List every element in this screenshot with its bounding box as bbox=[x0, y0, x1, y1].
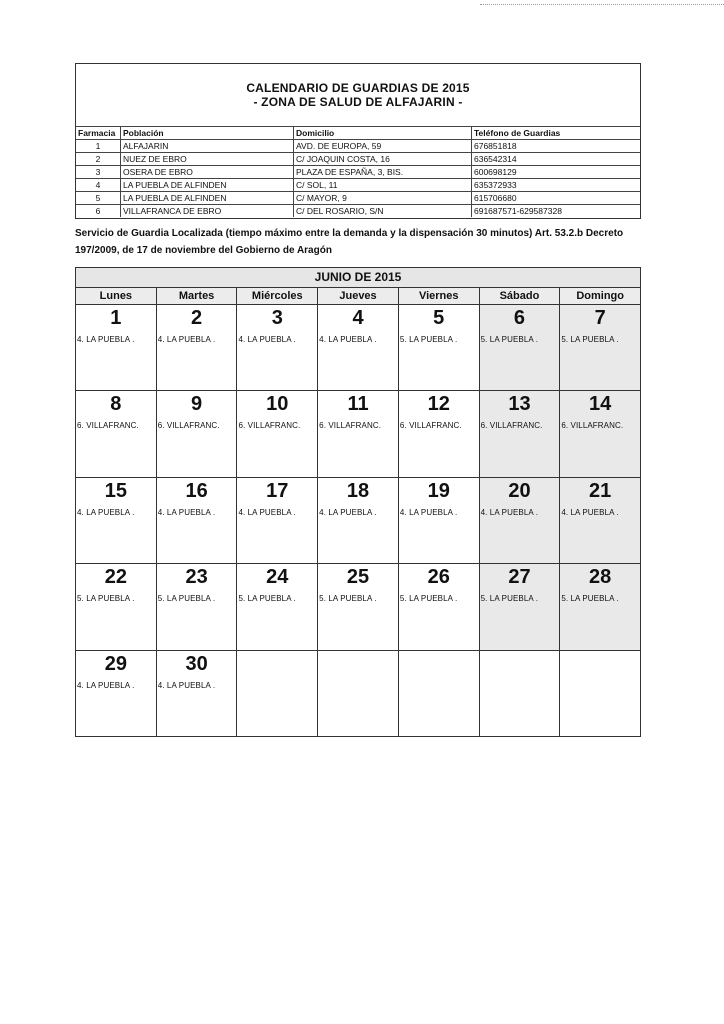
pharmacy-phone: 615706680 bbox=[472, 192, 641, 205]
day-number: 6 bbox=[513, 307, 526, 329]
document-subtitle: - ZONA DE SALUD DE ALFAJARIN - bbox=[253, 95, 463, 109]
duty-pharmacy: 5. LA PUEBLA . bbox=[399, 594, 458, 604]
weekday-label: Lunes bbox=[76, 288, 156, 304]
calendar-day-cell bbox=[156, 651, 237, 736]
pharmacy-number: 1 bbox=[76, 140, 121, 153]
calendar-empty-cell bbox=[559, 651, 640, 736]
pharmacy-address: C/ MAYOR, 9 bbox=[294, 192, 472, 205]
calendar-empty-cell bbox=[398, 651, 479, 736]
duty-pharmacy: 5. LA PUEBLA . bbox=[77, 594, 135, 604]
calendar-empty-cell bbox=[317, 651, 398, 736]
calendar-day-cell bbox=[398, 391, 479, 476]
table-row bbox=[76, 205, 640, 218]
day-number: 11 bbox=[347, 393, 369, 416]
calendar-month-title: JUNIO DE 2015 bbox=[76, 268, 640, 288]
pharmacy-number: 5 bbox=[76, 192, 121, 205]
june-calendar bbox=[75, 267, 641, 737]
duty-pharmacy: 6. VILLAFRANC. bbox=[561, 421, 624, 431]
day-number: 29 bbox=[104, 652, 127, 675]
col-telefono: Teléfono de Guardias bbox=[472, 127, 641, 140]
duty-pharmacy: 5. LA PUEBLA . bbox=[480, 335, 539, 344]
duty-pharmacy: 4. LA PUEBLA . bbox=[319, 335, 377, 344]
duty-pharmacy: 4. LA PUEBLA . bbox=[77, 335, 135, 344]
weekday-label: Martes bbox=[156, 288, 237, 304]
weekday-label: Viernes bbox=[398, 288, 479, 304]
day-number: 20 bbox=[508, 479, 531, 502]
calendar-day-cell bbox=[156, 305, 237, 390]
pharmacy-number: 4 bbox=[76, 179, 121, 192]
calendar-week-row bbox=[76, 478, 640, 564]
calendar-day-cell bbox=[559, 305, 640, 390]
pharmacy-address: C/ JOAQUIN COSTA, 16 bbox=[294, 153, 472, 166]
day-number: 26 bbox=[427, 566, 450, 589]
pharmacy-phone: 635372933 bbox=[472, 179, 641, 192]
day-number: 7 bbox=[594, 307, 606, 329]
calendar-day-cell bbox=[317, 478, 398, 563]
calendar-day-cell bbox=[156, 391, 237, 476]
calendar-day-cell bbox=[76, 391, 156, 476]
calendar-day-cell bbox=[156, 564, 237, 649]
day-number: 10 bbox=[266, 393, 289, 416]
day-number: 2 bbox=[191, 307, 203, 329]
col-poblacion: Población bbox=[121, 127, 294, 140]
day-number: 1 bbox=[110, 307, 122, 329]
calendar-day-cell bbox=[398, 478, 479, 563]
calendar-week-row bbox=[76, 305, 640, 391]
duty-pharmacy: 6. VILLAFRANC. bbox=[319, 421, 382, 431]
duty-pharmacy: 4. LA PUEBLA . bbox=[157, 507, 216, 517]
pharmacy-phone: 636542314 bbox=[472, 153, 641, 166]
pharmacy-town: LA PUEBLA DE ALFINDEN bbox=[121, 179, 294, 192]
duty-pharmacy: 4. LA PUEBLA . bbox=[399, 507, 458, 517]
pharmacy-town: NUEZ DE EBRO bbox=[121, 153, 294, 166]
duty-pharmacy: 4. LA PUEBLA . bbox=[77, 507, 135, 517]
duty-pharmacy: 6. VILLAFRANC. bbox=[157, 421, 220, 431]
weekday-header-row bbox=[76, 288, 640, 305]
weekday-label: Sábado bbox=[479, 288, 560, 304]
day-number: 3 bbox=[271, 307, 283, 329]
day-number: 9 bbox=[191, 393, 203, 416]
calendar-week-row bbox=[76, 564, 640, 650]
document-title: CALENDARIO DE GUARDIAS DE 2015 bbox=[246, 81, 470, 95]
pharmacy-address: AVD. DE EUROPA, 59 bbox=[294, 140, 472, 153]
day-number: 12 bbox=[427, 393, 450, 416]
pharmacy-town: OSERA DE EBRO bbox=[121, 166, 294, 179]
table-row bbox=[76, 140, 640, 153]
table-row bbox=[76, 153, 640, 166]
header-box bbox=[75, 63, 641, 219]
calendar-day-cell bbox=[479, 391, 560, 476]
calendar-day-cell bbox=[76, 305, 156, 390]
calendar-day-cell bbox=[317, 305, 398, 390]
pharmacy-town: ALFAJARIN bbox=[121, 140, 294, 153]
pharmacy-phone: 676851818 bbox=[472, 140, 641, 153]
calendar-day-cell bbox=[236, 564, 317, 649]
calendar-day-cell bbox=[559, 391, 640, 476]
day-number: 4 bbox=[352, 307, 364, 329]
weekday-label: Miércoles bbox=[236, 288, 317, 304]
duty-pharmacy: 4. LA PUEBLA . bbox=[238, 507, 296, 517]
calendar-day-cell bbox=[479, 478, 560, 563]
duty-pharmacy: 6. VILLAFRANC. bbox=[399, 421, 462, 431]
weekday-label: Domingo bbox=[559, 288, 640, 304]
calendar-day-cell bbox=[559, 564, 640, 649]
day-number: 13 bbox=[508, 393, 531, 416]
duty-pharmacy: 6. VILLAFRANC. bbox=[238, 421, 301, 431]
pharmacy-address: C/ SOL, 11 bbox=[294, 179, 472, 192]
day-number: 18 bbox=[346, 479, 370, 502]
duty-pharmacy: 5. LA PUEBLA . bbox=[399, 335, 458, 344]
calendar-empty-cell bbox=[479, 651, 560, 736]
duty-pharmacy: 4. LA PUEBLA . bbox=[319, 507, 377, 517]
calendar-day-cell bbox=[398, 564, 479, 649]
calendar-week-row bbox=[76, 651, 640, 736]
calendar-weeks bbox=[76, 305, 640, 736]
calendar-day-cell bbox=[317, 564, 398, 649]
calendar-day-cell bbox=[76, 564, 156, 649]
day-number: 15 bbox=[104, 479, 127, 502]
day-number: 17 bbox=[266, 479, 289, 502]
pharmacy-number: 3 bbox=[76, 166, 121, 179]
calendar-day-cell bbox=[559, 478, 640, 563]
day-number: 14 bbox=[589, 393, 612, 416]
pharmacy-address: C/ DEL ROSARIO, S/N bbox=[294, 205, 472, 218]
pharmacy-address: PLAZA DE ESPAÑA, 3, BIS. bbox=[294, 166, 472, 179]
pharmacy-town: LA PUEBLA DE ALFINDEN bbox=[121, 192, 294, 205]
day-number: 24 bbox=[266, 566, 289, 589]
duty-pharmacy: 5. LA PUEBLA . bbox=[319, 594, 377, 604]
duty-pharmacy: 5. LA PUEBLA . bbox=[157, 594, 216, 604]
calendar-day-cell bbox=[398, 305, 479, 390]
scan-top-dotted-line bbox=[480, 4, 724, 5]
duty-pharmacy: 5. LA PUEBLA . bbox=[561, 335, 619, 344]
pharmacy-table-header bbox=[76, 127, 640, 140]
pharmacy-phone: 600698129 bbox=[472, 166, 641, 179]
col-farmacia: Farmacia bbox=[76, 127, 121, 140]
day-number: 30 bbox=[185, 652, 208, 675]
service-note: Servicio de Guardia Localizada (tiempo máximo entre la demanda y la dispensación 30 minutos) Art. 53.2.b Decreto 197/2009, de 17 de noviembre del Gobierno de Aragón bbox=[75, 228, 624, 256]
calendar-day-cell bbox=[76, 651, 156, 736]
pharmacy-phone: 691687571-629587328 bbox=[472, 205, 641, 218]
day-number: 23 bbox=[185, 566, 208, 589]
weekday-label: Jueves bbox=[317, 288, 398, 304]
duty-pharmacy: 4. LA PUEBLA . bbox=[561, 507, 619, 517]
calendar-day-cell bbox=[156, 478, 237, 563]
calendar-day-cell bbox=[479, 564, 560, 649]
calendar-day-cell bbox=[317, 391, 398, 476]
pharmacy-town: VILLAFRANCA DE EBRO bbox=[121, 205, 294, 218]
duty-pharmacy: 4. LA PUEBLA . bbox=[77, 680, 135, 690]
day-number: 28 bbox=[589, 566, 612, 589]
duty-pharmacy: 4. LA PUEBLA . bbox=[238, 335, 296, 344]
day-number: 22 bbox=[104, 566, 127, 589]
calendar-empty-cell bbox=[236, 651, 317, 736]
day-number: 19 bbox=[427, 479, 450, 502]
table-row bbox=[76, 192, 640, 205]
duty-pharmacy: 6. VILLAFRANC. bbox=[77, 421, 139, 431]
duty-pharmacy: 5. LA PUEBLA . bbox=[238, 594, 296, 604]
table-row bbox=[76, 166, 640, 179]
day-number: 5 bbox=[433, 307, 445, 329]
pharmacy-number: 2 bbox=[76, 153, 121, 166]
pharmacy-table bbox=[76, 126, 640, 217]
calendar-day-cell bbox=[479, 305, 560, 390]
duty-pharmacy: 5. LA PUEBLA . bbox=[561, 594, 619, 604]
day-number: 21 bbox=[589, 479, 612, 502]
table-row bbox=[76, 179, 640, 192]
day-number: 27 bbox=[508, 566, 531, 589]
calendar-day-cell bbox=[76, 478, 156, 563]
calendar-day-cell bbox=[236, 391, 317, 476]
duty-pharmacy: 4. LA PUEBLA . bbox=[480, 507, 539, 517]
calendar-week-row bbox=[76, 391, 640, 477]
day-number: 16 bbox=[185, 479, 208, 502]
duty-pharmacy: 6. VILLAFRANC. bbox=[480, 421, 543, 431]
title-block bbox=[76, 64, 640, 129]
day-number: 8 bbox=[110, 393, 122, 416]
duty-pharmacy: 5. LA PUEBLA . bbox=[480, 594, 539, 604]
pharmacy-number: 6 bbox=[95, 206, 101, 216]
duty-pharmacy: 4. LA PUEBLA . bbox=[157, 335, 216, 344]
calendar-day-cell bbox=[236, 478, 317, 563]
day-number: 25 bbox=[346, 566, 370, 589]
calendar-day-cell bbox=[236, 305, 317, 390]
duty-pharmacy: 4. LA PUEBLA . bbox=[157, 680, 216, 690]
col-domicilio: Domicilio bbox=[294, 127, 472, 140]
